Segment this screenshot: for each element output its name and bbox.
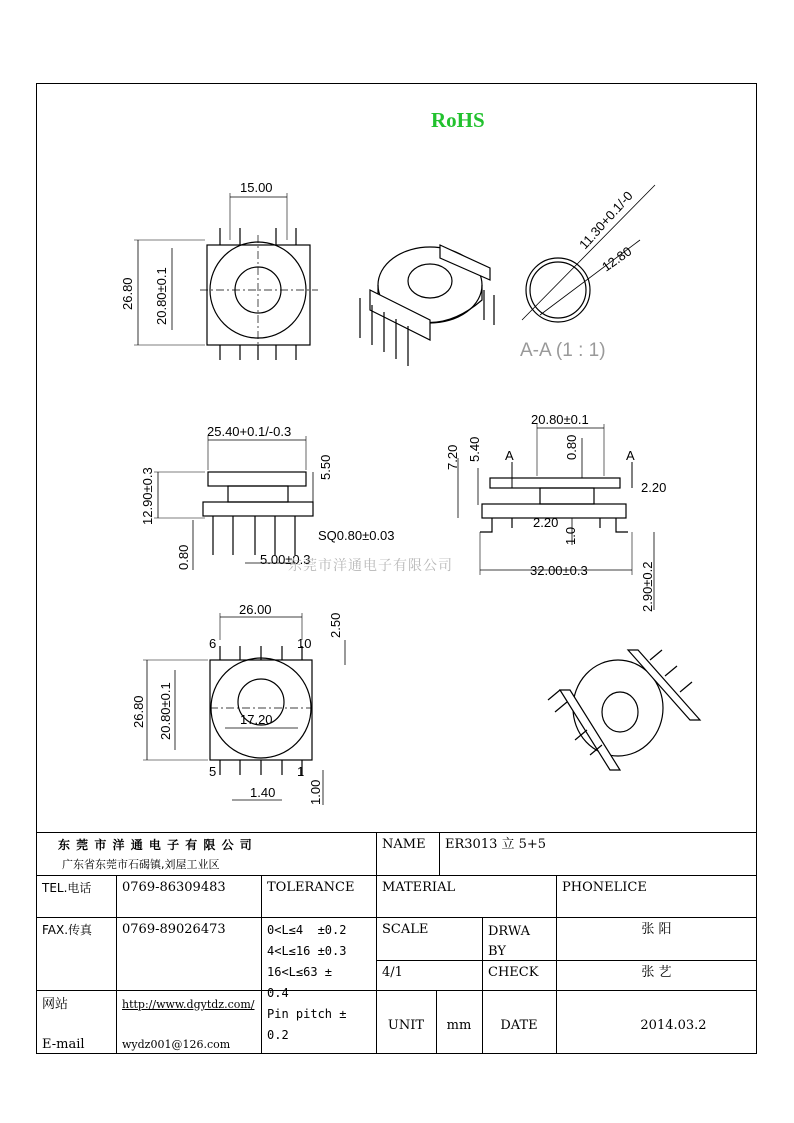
dim-bottom-1720: 17.20: [240, 712, 273, 727]
dim-side-540: 5.40: [467, 436, 482, 462]
scale-value: 4/1: [382, 965, 403, 980]
web-link[interactable]: http://www.dgytdz.com/: [122, 998, 255, 1011]
title-block: [36, 832, 757, 1054]
tolerance-label: TOLERANCE: [267, 880, 355, 895]
check-label: CHECK: [488, 965, 539, 980]
dim-side-220a: 2.20: [641, 480, 667, 495]
web-label: 网站: [42, 997, 69, 1012]
pin-label-10: 10: [297, 636, 312, 651]
section-arrow-left: A: [505, 448, 514, 463]
dim-side-10: 1.0: [563, 526, 578, 545]
dim-side-290: 2.90±0.2: [640, 561, 655, 612]
dim-bottom-100: 1.00: [308, 779, 323, 805]
section-label: A-A (1 : 1): [520, 340, 606, 361]
drawn-by-label: DRWA BY: [488, 924, 531, 959]
unit-value: mm: [446, 1018, 472, 1033]
dim-side-width: 32.00±0.3: [530, 563, 588, 578]
dim-section-d2: 12.80: [599, 243, 635, 275]
watermark: 东莞市洋通电子有限公司: [288, 558, 453, 574]
dim-top-inner: 20.80±0.1: [154, 267, 169, 325]
section-arrow-right: A: [626, 448, 635, 463]
dim-front-base: 0.80: [176, 544, 191, 570]
bottom-view: [143, 613, 345, 805]
web-value[interactable]: [116, 994, 261, 1016]
scale-label: SCALE: [382, 922, 429, 937]
pin-label-5: 5: [209, 764, 217, 779]
check-value: 张 艺: [641, 965, 672, 980]
dim-top-width: 15.00: [240, 180, 273, 195]
name-label: NAME: [382, 837, 426, 852]
fax-value: 0769-89026473: [122, 922, 226, 937]
dim-side-220b: 2.20: [533, 515, 559, 530]
dim-side-720: 7.20: [445, 444, 460, 470]
dim-bottom-height: 26.80: [131, 695, 146, 728]
dim-front-sq: SQ0.80±0.03: [318, 528, 395, 543]
date-label: DATE: [500, 1018, 538, 1033]
name-value: ER3013 立 5+5: [445, 837, 547, 852]
email-value: wydz001@126.com: [122, 1038, 231, 1051]
dim-front-height: 12.90±0.3: [140, 467, 155, 525]
dim-top-height: 26.80: [120, 277, 135, 310]
dim-bottom-width: 26.00: [239, 602, 272, 617]
fax-label: FAX.传真: [42, 923, 93, 937]
dim-bottom-inner: 20.80±0.1: [158, 682, 173, 740]
dim-front-pin: 5.50: [318, 454, 333, 480]
pin-label-1: 1: [297, 764, 305, 779]
dim-front-pitch: 5.00±0.3: [260, 552, 311, 567]
dim-side-080: 0.80: [564, 434, 579, 460]
section-aa: [522, 185, 655, 322]
dim-bottom-250: 2.50: [328, 612, 343, 638]
phonelice-label: PHONELICE: [562, 880, 647, 895]
rohs-badge: RoHS: [431, 108, 485, 132]
date-value: 2014.03.2: [640, 1018, 707, 1033]
tolerance-values: 0<L≤4 ±0.2 4<L≤16 ±0.3 16<L≤63 ± 0.4 Pin pitch ± 0.2: [267, 923, 347, 1042]
dim-side-top: 20.80±0.1: [531, 412, 589, 427]
tel-value: 0769-86309483: [122, 880, 226, 895]
unit-label: UNIT: [387, 1018, 425, 1033]
iso-view-top: [360, 245, 494, 366]
material-label: MATERIAL: [382, 880, 456, 895]
tel-label: TEL.电话: [42, 881, 92, 895]
company-address: 广东省东莞市石碣镇,刘屋工业区: [62, 858, 220, 871]
dim-front-top: 25.40+0.1/-0.3: [207, 424, 292, 439]
drawn-by-value: 张 阳: [641, 922, 672, 937]
company-name: 东 莞 市 洋 通 电 子 有 限 公 司: [58, 838, 253, 852]
email-label: E-mail: [42, 1037, 85, 1052]
dim-bottom-140: 1.40: [250, 785, 276, 800]
iso-view-bottom: [548, 650, 700, 770]
pin-label-6: 6: [209, 636, 217, 651]
dim-section-d1: 11.30+0.1/-0: [576, 188, 636, 253]
